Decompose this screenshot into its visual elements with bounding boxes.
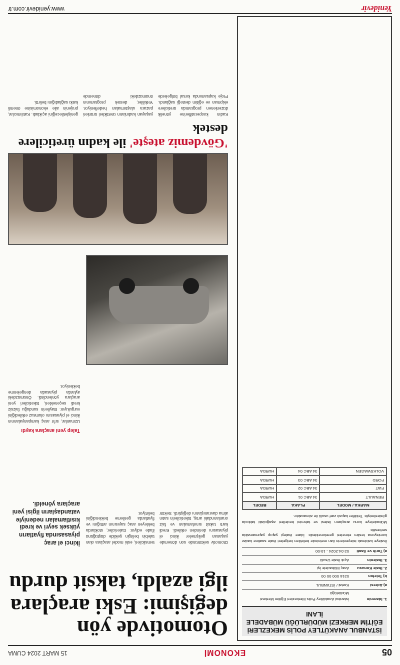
table-row: FORD 34 ABC 03 HURDA (243, 476, 387, 484)
page-header (8, 645, 392, 659)
notice-row: 2- İhale Konusu Araç Mübadele İşi (242, 564, 387, 572)
table-row: VOLKSWAGEN 34 ABC 04 HURDA (243, 467, 387, 475)
table-row: FIAT 34 ABC 02 HURDA (243, 484, 387, 492)
official-notice (237, 16, 392, 641)
vehicle-table (242, 467, 387, 510)
person-figure (123, 154, 157, 224)
page-footer (8, 4, 392, 14)
article-text: Otomotiv sektöründe son dönemde yaşanan gelişmeler ikinci el piyasasını derinden etkiledi. Kredi kartı taksit sınırlamaları ve faiz oranlarındaki artış, tüketicilerin satın alma davranışlarını değiştirdi. Sektör temsilcileri, eski model araçlara olan talebin belirgin şekilde düştüğünü ifade ediyor. Galericiler, stoklarda bekleyen araç sayısının arttığını ve fiyatlarda gerileme beklendiğini belirtiyor. (86, 510, 228, 545)
article-lead: İkinci el araç piyasasında fiyatların yüksek seyri ve kredi kısıtlamaları nedeniyle vatandaşların ilgisi yeni araçlara yöneldi. (12, 500, 80, 545)
person-figure (73, 154, 107, 218)
main-headline: Otomotivde yön değişimi: Eski araçlara ilgi azaldı, taksit durdu (9, 571, 228, 641)
article-text: Uzmanlar, sıfır araç kampanyalarının ikinci el piyasasını olumsuz etkilediğini vurguluyor. Bayilerin sunduğu faizsiz kredi seçenekleri, tüketicileri yeni araçlara yönlendirdi. Önümüzdeki aylarda piyasada dengelenme bekleniyor. (8, 383, 80, 424)
table-header: MARKA / MODEL (320, 501, 387, 509)
notice-row: 3- İhalenin Açık İhale Usulü (242, 555, 387, 563)
section-label: EKONOMİ (203, 648, 246, 657)
car-photo (86, 255, 228, 365)
notice-row: 1- İdarenin İstanbul Anakütley Polis Merkezleri Eğitim Merkezi Müdürlüğü (242, 589, 387, 603)
wheel-shape (119, 278, 135, 294)
site-url: www.yenidevir.com.tr (8, 5, 65, 12)
table-header: BEDEL (243, 501, 277, 509)
women-producers-photo (8, 153, 228, 245)
second-headline: 'Gövdemiz ateşte' ile kadın üreticilere destek (18, 122, 228, 151)
second-article-body: Kadın kooperatiflerine yönelik düzenlenen programda üreticilere ekipman ve eğitim desteği sağlandı. Proje kapsamında kırsal bölgelerde yaşayan kadınların ürettikleri ürünleri pazara ulaştırmaları hedefleniyor. Yetkililer, destek programının önümüzdeki dönemde genişletileceğini açıkladı. Katılımcılar, projenin aile ekonomisine önemli katkı sağladığını belirtti. (8, 94, 228, 117)
article-subhead: Talep yeni araçlara kaydı (21, 427, 80, 433)
notice-row: a) Adresi Kartal / İSTANBUL (242, 580, 387, 588)
wheel-shape (183, 278, 199, 294)
brand-logo: Yenidevir (361, 4, 392, 13)
table-row: RENAULT 34 ABC 01 HURDA (243, 493, 387, 501)
article-body (86, 375, 228, 545)
person-figure (23, 154, 57, 212)
table-header: PLAKA (277, 501, 320, 509)
notice-row: a) Tarih ve Saati 02.04.2024 - 10:00 (242, 547, 387, 555)
page-number: 05 (381, 647, 392, 658)
notice-paragraph: İhaleye katılmak isteyenlerin ilan metninde belirtilen belgeleri ihale saatine kadar komisyona teslim etmeleri gerekmektedir. İdare ihaleyi yapıp yapmamakta serbesttir. (242, 528, 387, 544)
notice-paragraph: Mübadeleye konu araçların listesi ve tahmini bedelleri aşağıdaki tabloda gösterilmiştir. Teklifler kapalı zarf usulü ile alınacaktır. (242, 514, 387, 525)
notice-title: İSTANBUL ANAKÜTLEY POLİS MEKEZLERİ EĞİTİM MERKEZİ MÜDÜRLÜĞÜ MÜBADELE İLANI (242, 606, 387, 636)
issue-date: 15 MART 2024 CUMA (8, 649, 68, 656)
person-figure (173, 154, 207, 214)
notice-row: b) Telefon 0216 000 00 00 (242, 572, 387, 580)
notice-body (242, 467, 387, 603)
